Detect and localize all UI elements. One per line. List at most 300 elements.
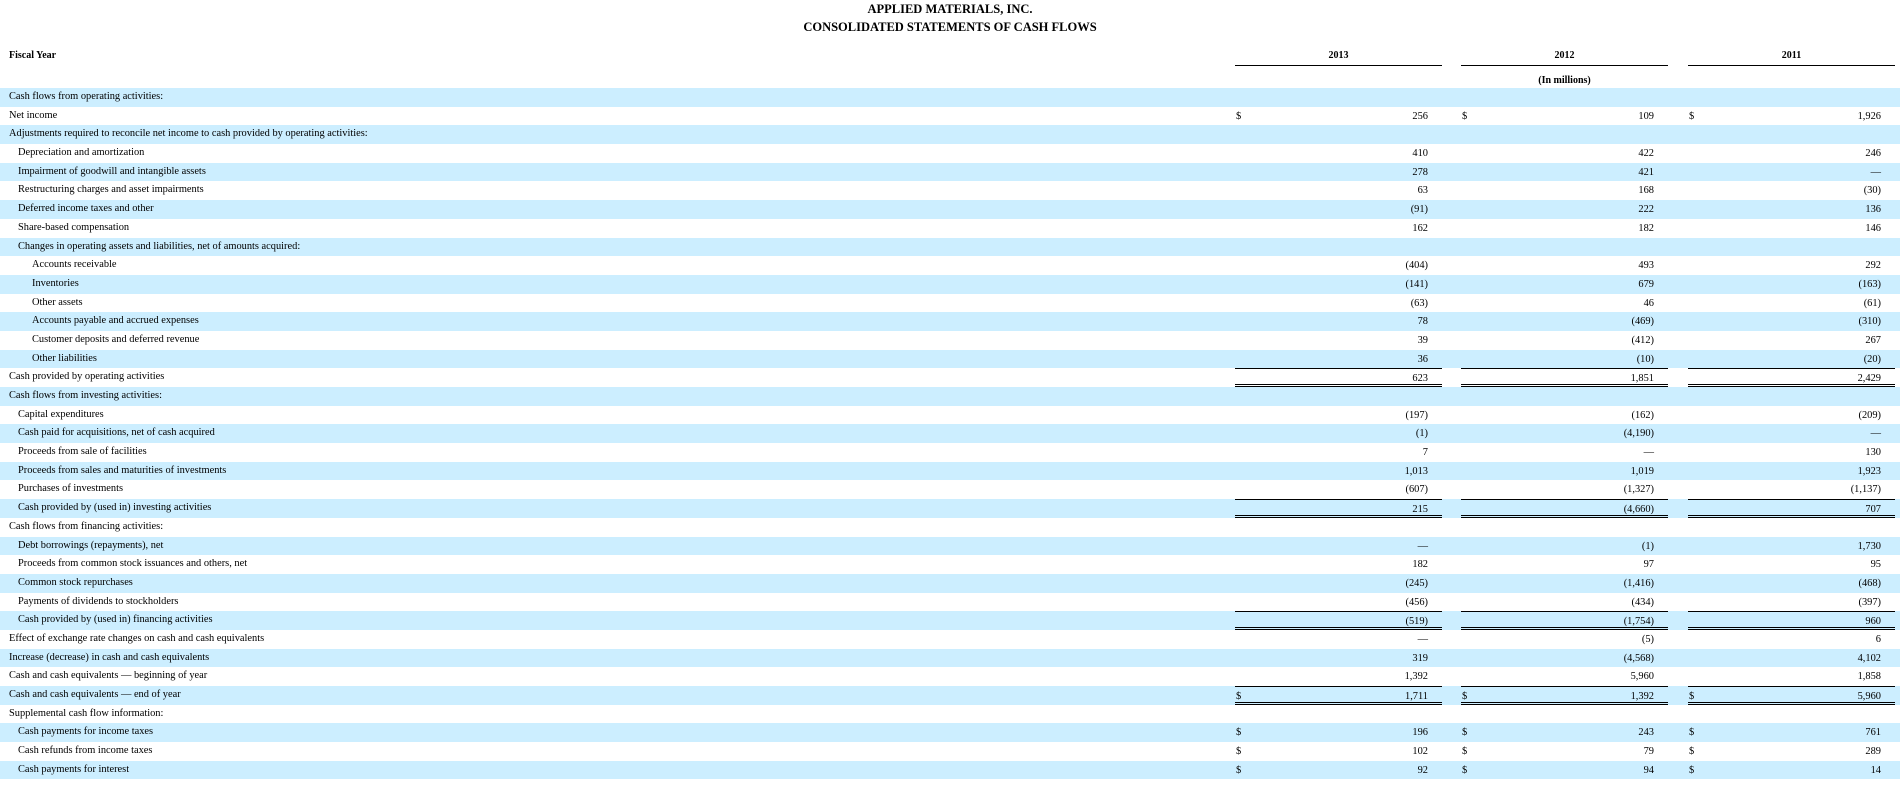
table-row — [0, 294, 1900, 313]
currency-symbol: $ — [1236, 110, 1242, 122]
row-label: Cash and cash equivalents — end of year — [9, 689, 181, 700]
value-cell — [1461, 238, 1668, 257]
value-amount: (5) — [1641, 633, 1654, 645]
value-amount: 679 — [1638, 278, 1654, 290]
table-row — [0, 387, 1900, 406]
value-amount: 1,019 — [1630, 465, 1654, 477]
value-cell — [1235, 667, 1442, 686]
value-cell — [1688, 200, 1895, 219]
value-cell — [1461, 705, 1668, 724]
value-cell — [1461, 462, 1668, 481]
value-amount: (209) — [1858, 409, 1881, 421]
value-amount: (469) — [1631, 316, 1654, 328]
value-cell — [1235, 742, 1442, 761]
value-amount: 162 — [1412, 222, 1428, 234]
table-row — [0, 593, 1900, 612]
value-cell — [1235, 312, 1442, 331]
table-row — [0, 574, 1900, 593]
currency-symbol: $ — [1462, 110, 1468, 122]
value-cell — [1235, 144, 1442, 163]
value-amount: 289 — [1865, 746, 1881, 758]
cash-flow-table — [0, 88, 1900, 779]
value-cell — [1688, 649, 1895, 668]
row-label: Customer deposits and deferred revenue — [32, 333, 200, 345]
value-amount: 278 — [1412, 166, 1428, 178]
value-cell — [1461, 275, 1668, 294]
value-amount: 319 — [1412, 652, 1428, 664]
value-cell — [1461, 406, 1668, 425]
table-row — [0, 443, 1900, 462]
currency-symbol: $ — [1236, 727, 1242, 739]
value-cell — [1688, 181, 1895, 200]
value-cell — [1235, 368, 1442, 387]
value-cell — [1235, 761, 1442, 780]
value-amount: (397) — [1858, 596, 1881, 608]
table-row — [0, 518, 1900, 537]
currency-symbol: $ — [1462, 727, 1468, 739]
table-row — [0, 686, 1900, 705]
value-cell — [1461, 387, 1668, 406]
value-cell — [1688, 443, 1895, 462]
value-cell — [1235, 163, 1442, 182]
currency-symbol: $ — [1689, 764, 1695, 776]
value-cell — [1688, 163, 1895, 182]
value-cell — [1688, 518, 1895, 537]
value-amount: 1,730 — [1857, 540, 1881, 552]
value-amount: 761 — [1865, 727, 1881, 739]
value-cell — [1235, 107, 1442, 126]
value-amount: 267 — [1865, 334, 1881, 346]
value-amount: 182 — [1412, 559, 1428, 571]
value-cell — [1461, 499, 1668, 518]
value-amount: 146 — [1865, 222, 1881, 234]
value-amount: — — [1417, 633, 1428, 645]
table-row — [0, 125, 1900, 144]
value-amount: 136 — [1865, 204, 1881, 216]
value-cell — [1461, 125, 1668, 144]
value-cell — [1235, 705, 1442, 724]
value-cell — [1235, 331, 1442, 350]
row-label: Common stock repurchases — [18, 576, 133, 588]
value-amount: (1,327) — [1623, 484, 1654, 496]
value-cell — [1461, 200, 1668, 219]
value-cell — [1461, 630, 1668, 649]
value-amount: 36 — [1417, 353, 1428, 365]
table-row — [0, 705, 1900, 724]
value-cell — [1235, 555, 1442, 574]
value-amount: (456) — [1405, 596, 1428, 608]
value-amount: 707 — [1865, 504, 1881, 516]
value-cell — [1688, 499, 1895, 518]
row-label: Deferred income taxes and other — [18, 203, 154, 215]
value-cell — [1235, 723, 1442, 742]
value-amount: (163) — [1858, 278, 1881, 290]
value-cell — [1461, 611, 1668, 630]
value-amount: (245) — [1405, 577, 1428, 589]
table-row — [0, 611, 1900, 630]
value-cell — [1688, 480, 1895, 499]
currency-symbol: $ — [1689, 691, 1695, 702]
value-amount: 246 — [1865, 148, 1881, 160]
row-label: Proceeds from sale of facilities — [18, 446, 147, 458]
value-amount: (1,137) — [1850, 484, 1881, 496]
value-cell — [1235, 350, 1442, 369]
table-row — [0, 181, 1900, 200]
value-cell — [1461, 368, 1668, 387]
value-cell — [1688, 125, 1895, 144]
row-label: Restructuring charges and asset impairments — [18, 184, 204, 196]
row-label: Cash provided by (used in) investing activities — [18, 502, 212, 514]
value-cell — [1461, 742, 1668, 761]
row-label: Adjustments required to reconcile net income to cash provided by operating activities: — [9, 128, 368, 140]
value-amount: 5,960 — [1857, 691, 1881, 702]
row-label: Depreciation and amortization — [18, 147, 145, 159]
value-cell — [1235, 443, 1442, 462]
currency-symbol: $ — [1689, 727, 1695, 739]
value-cell — [1461, 350, 1668, 369]
value-amount: 1,711 — [1405, 691, 1428, 702]
value-cell — [1461, 443, 1668, 462]
value-cell — [1461, 518, 1668, 537]
table-row — [0, 555, 1900, 574]
value-cell — [1688, 705, 1895, 724]
value-amount: 39 — [1417, 334, 1428, 346]
table-row — [0, 275, 1900, 294]
value-amount: (519) — [1405, 616, 1428, 628]
value-cell — [1461, 294, 1668, 313]
row-label: Cash refunds from income taxes — [18, 745, 153, 757]
row-label: Cash flows from financing activities: — [9, 520, 164, 532]
value-cell — [1688, 238, 1895, 257]
value-cell — [1461, 574, 1668, 593]
value-cell — [1235, 219, 1442, 238]
value-cell — [1688, 667, 1895, 686]
value-amount: 196 — [1412, 727, 1428, 739]
value-amount: (434) — [1631, 596, 1654, 608]
value-cell — [1461, 649, 1668, 668]
value-cell — [1461, 107, 1668, 126]
value-cell — [1688, 424, 1895, 443]
value-cell — [1461, 424, 1668, 443]
value-amount: 94 — [1643, 764, 1654, 776]
value-cell — [1235, 574, 1442, 593]
value-amount: 92 — [1417, 764, 1428, 776]
currency-symbol: $ — [1689, 746, 1695, 758]
value-cell — [1688, 350, 1895, 369]
value-amount: (30) — [1863, 185, 1881, 197]
value-cell — [1688, 761, 1895, 780]
value-cell — [1688, 593, 1895, 612]
value-cell — [1461, 593, 1668, 612]
value-amount: 46 — [1643, 297, 1654, 309]
row-label: Effect of exchange rate changes on cash and cash equivalents — [9, 632, 265, 644]
value-cell — [1461, 163, 1668, 182]
value-cell — [1688, 219, 1895, 238]
table-row — [0, 163, 1900, 182]
value-cell — [1461, 686, 1668, 705]
value-cell — [1688, 574, 1895, 593]
value-amount: 6 — [1875, 633, 1881, 645]
row-label: Purchases of investments — [18, 483, 124, 495]
row-label: Cash paid for acquisitions, net of cash acquired — [18, 427, 215, 439]
value-amount: 5,960 — [1630, 671, 1654, 683]
fiscal-year-label: Fiscal Year — [9, 50, 57, 61]
value-cell — [1235, 630, 1442, 649]
year-header-2012: 2012 — [1461, 50, 1668, 66]
value-amount: 109 — [1638, 110, 1654, 122]
value-amount: — — [1870, 428, 1881, 440]
row-label: Share-based compensation — [18, 221, 130, 233]
value-amount: (4,568) — [1623, 652, 1654, 664]
value-cell — [1235, 275, 1442, 294]
value-amount: 79 — [1643, 746, 1654, 758]
table-row — [0, 480, 1900, 499]
row-label: Capital expenditures — [18, 408, 104, 420]
value-amount: — — [1870, 166, 1881, 178]
value-amount: (468) — [1858, 577, 1881, 589]
value-cell — [1235, 387, 1442, 406]
table-row — [0, 200, 1900, 219]
value-amount: 78 — [1417, 316, 1428, 328]
value-amount: 243 — [1638, 727, 1654, 739]
value-amount: (1) — [1415, 428, 1428, 440]
table-row — [0, 406, 1900, 425]
currency-symbol: $ — [1236, 764, 1242, 776]
value-cell — [1688, 312, 1895, 331]
value-cell — [1461, 331, 1668, 350]
row-label: Accounts payable and accrued expenses — [32, 315, 199, 327]
table-row — [0, 462, 1900, 481]
value-amount: 1,923 — [1857, 465, 1881, 477]
value-cell — [1688, 88, 1895, 107]
value-cell — [1235, 406, 1442, 425]
value-cell — [1235, 200, 1442, 219]
row-label: Net income — [9, 109, 58, 121]
table-row — [0, 537, 1900, 556]
value-amount: 130 — [1865, 447, 1881, 459]
value-amount: 222 — [1638, 204, 1654, 216]
value-amount: (1,754) — [1623, 616, 1654, 628]
value-cell — [1688, 275, 1895, 294]
table-row — [0, 312, 1900, 331]
units-label: (In millions) — [1538, 75, 1591, 86]
value-amount: 623 — [1412, 373, 1428, 385]
value-cell — [1235, 499, 1442, 518]
value-cell — [1688, 537, 1895, 556]
table-row — [0, 88, 1900, 107]
row-label: Cash flows from investing activities: — [9, 390, 162, 401]
value-amount: (63) — [1410, 297, 1428, 309]
value-amount: (162) — [1631, 409, 1654, 421]
value-amount: (310) — [1858, 316, 1881, 328]
value-amount: 422 — [1638, 148, 1654, 160]
value-cell — [1235, 424, 1442, 443]
value-amount: 421 — [1638, 166, 1654, 178]
value-amount: (404) — [1405, 260, 1428, 272]
value-cell — [1461, 181, 1668, 200]
row-label: Cash provided by operating activities — [9, 371, 165, 383]
table-row — [0, 238, 1900, 257]
value-amount: (412) — [1631, 334, 1654, 346]
value-amount: 95 — [1870, 559, 1881, 571]
currency-symbol: $ — [1236, 691, 1242, 702]
value-amount: 2,429 — [1857, 373, 1881, 385]
value-cell — [1688, 611, 1895, 630]
table-row — [0, 256, 1900, 275]
value-cell — [1235, 537, 1442, 556]
value-cell — [1235, 294, 1442, 313]
value-amount: 63 — [1417, 185, 1428, 197]
value-amount: (4,660) — [1623, 504, 1654, 516]
row-label: Accounts receivable — [32, 259, 117, 271]
value-amount: 4,102 — [1857, 652, 1881, 664]
value-cell — [1688, 387, 1895, 406]
value-cell — [1688, 406, 1895, 425]
row-label: Inventories — [32, 277, 79, 289]
table-row — [0, 144, 1900, 163]
currency-symbol: $ — [1689, 110, 1695, 122]
value-cell — [1688, 107, 1895, 126]
value-cell — [1688, 368, 1895, 387]
table-row — [0, 723, 1900, 742]
value-amount: (141) — [1405, 278, 1428, 290]
value-cell — [1688, 723, 1895, 742]
value-amount: 1,392 — [1404, 671, 1428, 683]
currency-symbol: $ — [1462, 764, 1468, 776]
value-amount: (607) — [1405, 484, 1428, 496]
value-amount: (4,190) — [1623, 428, 1654, 440]
table-row — [0, 761, 1900, 780]
row-label: Proceeds from sales and maturities of investments — [18, 464, 227, 476]
company-name: APPLIED MATERIALS, INC. — [867, 2, 1033, 16]
row-label: Supplemental cash flow information: — [9, 707, 164, 719]
value-amount: 102 — [1412, 746, 1428, 758]
table-row — [0, 667, 1900, 686]
value-amount: 215 — [1412, 504, 1428, 516]
value-cell — [1688, 331, 1895, 350]
value-cell — [1235, 256, 1442, 275]
value-cell — [1235, 518, 1442, 537]
value-cell — [1235, 125, 1442, 144]
value-cell — [1461, 667, 1668, 686]
year-header-2011: 2011 — [1688, 50, 1895, 66]
value-amount: (10) — [1636, 353, 1654, 365]
value-amount: 1,858 — [1857, 671, 1881, 683]
table-row — [0, 107, 1900, 126]
row-label: Proceeds from common stock issuances and others, net — [18, 558, 248, 570]
value-amount: 1,926 — [1857, 110, 1881, 122]
value-amount: 256 — [1412, 110, 1428, 122]
value-amount: 960 — [1865, 616, 1881, 628]
value-cell — [1688, 144, 1895, 163]
value-cell — [1461, 144, 1668, 163]
table-row — [0, 331, 1900, 350]
currency-symbol: $ — [1462, 746, 1468, 758]
value-amount: (1,416) — [1623, 577, 1654, 589]
value-amount: (20) — [1863, 353, 1881, 365]
value-cell — [1461, 723, 1668, 742]
value-amount: 1,392 — [1630, 691, 1654, 702]
currency-symbol: $ — [1236, 746, 1242, 758]
value-amount: 14 — [1870, 764, 1881, 776]
value-amount: 493 — [1638, 260, 1654, 272]
value-cell — [1461, 555, 1668, 574]
table-row — [0, 630, 1900, 649]
value-cell — [1235, 480, 1442, 499]
value-cell — [1688, 686, 1895, 705]
row-label: Other liabilities — [32, 352, 97, 364]
row-label: Cash payments for income taxes — [18, 726, 154, 738]
value-amount: — — [1643, 447, 1654, 459]
value-cell — [1235, 462, 1442, 481]
value-cell — [1235, 181, 1442, 200]
value-cell — [1688, 256, 1895, 275]
value-amount: — — [1417, 540, 1428, 552]
value-amount: (91) — [1410, 204, 1428, 216]
row-label: Other assets — [32, 296, 83, 308]
value-amount: (197) — [1405, 409, 1428, 421]
value-cell — [1461, 761, 1668, 780]
row-label: Payments of dividends to stockholders — [18, 595, 179, 607]
value-cell — [1688, 630, 1895, 649]
value-amount: 292 — [1865, 260, 1881, 272]
value-cell — [1235, 88, 1442, 107]
value-cell — [1235, 686, 1442, 705]
table-row — [0, 368, 1900, 387]
row-label: Cash provided by (used in) financing activities — [18, 614, 213, 626]
table-row — [0, 499, 1900, 518]
value-cell — [1461, 219, 1668, 238]
value-cell — [1235, 238, 1442, 257]
value-cell — [1461, 312, 1668, 331]
value-amount: 7 — [1422, 447, 1428, 459]
table-row — [0, 350, 1900, 369]
table-row — [0, 742, 1900, 761]
value-amount: (1) — [1641, 540, 1654, 552]
value-amount: 410 — [1412, 148, 1428, 160]
row-label: Impairment of goodwill and intangible assets — [18, 165, 206, 177]
value-cell — [1235, 611, 1442, 630]
value-cell — [1688, 294, 1895, 313]
value-cell — [1461, 88, 1668, 107]
table-row — [0, 649, 1900, 668]
currency-symbol: $ — [1462, 691, 1468, 702]
row-label: Cash flows from operating activities: — [9, 91, 164, 102]
row-label: Cash payments for interest — [18, 763, 130, 775]
value-amount: 97 — [1643, 559, 1654, 571]
value-amount: (61) — [1863, 297, 1881, 309]
value-amount: 1,013 — [1404, 465, 1428, 477]
value-cell — [1688, 742, 1895, 761]
row-label: Changes in operating assets and liabilities, net of amounts acquired: — [18, 240, 301, 252]
row-label: Increase (decrease) in cash and cash equivalents — [9, 651, 210, 663]
value-amount: 1,851 — [1630, 373, 1654, 385]
value-cell — [1688, 555, 1895, 574]
statement-title: CONSOLIDATED STATEMENTS OF CASH FLOWS — [803, 20, 1097, 34]
value-amount: 182 — [1638, 222, 1654, 234]
table-row — [0, 219, 1900, 238]
row-label: Debt borrowings (repayments), net — [18, 539, 164, 551]
table-row — [0, 424, 1900, 443]
value-cell — [1235, 593, 1442, 612]
year-header-2013: 2013 — [1235, 50, 1442, 66]
row-label: Cash and cash equivalents — beginning of year — [9, 670, 208, 682]
value-cell — [1688, 462, 1895, 481]
value-cell — [1461, 537, 1668, 556]
value-cell — [1461, 480, 1668, 499]
value-cell — [1461, 256, 1668, 275]
value-amount: 168 — [1638, 185, 1654, 197]
